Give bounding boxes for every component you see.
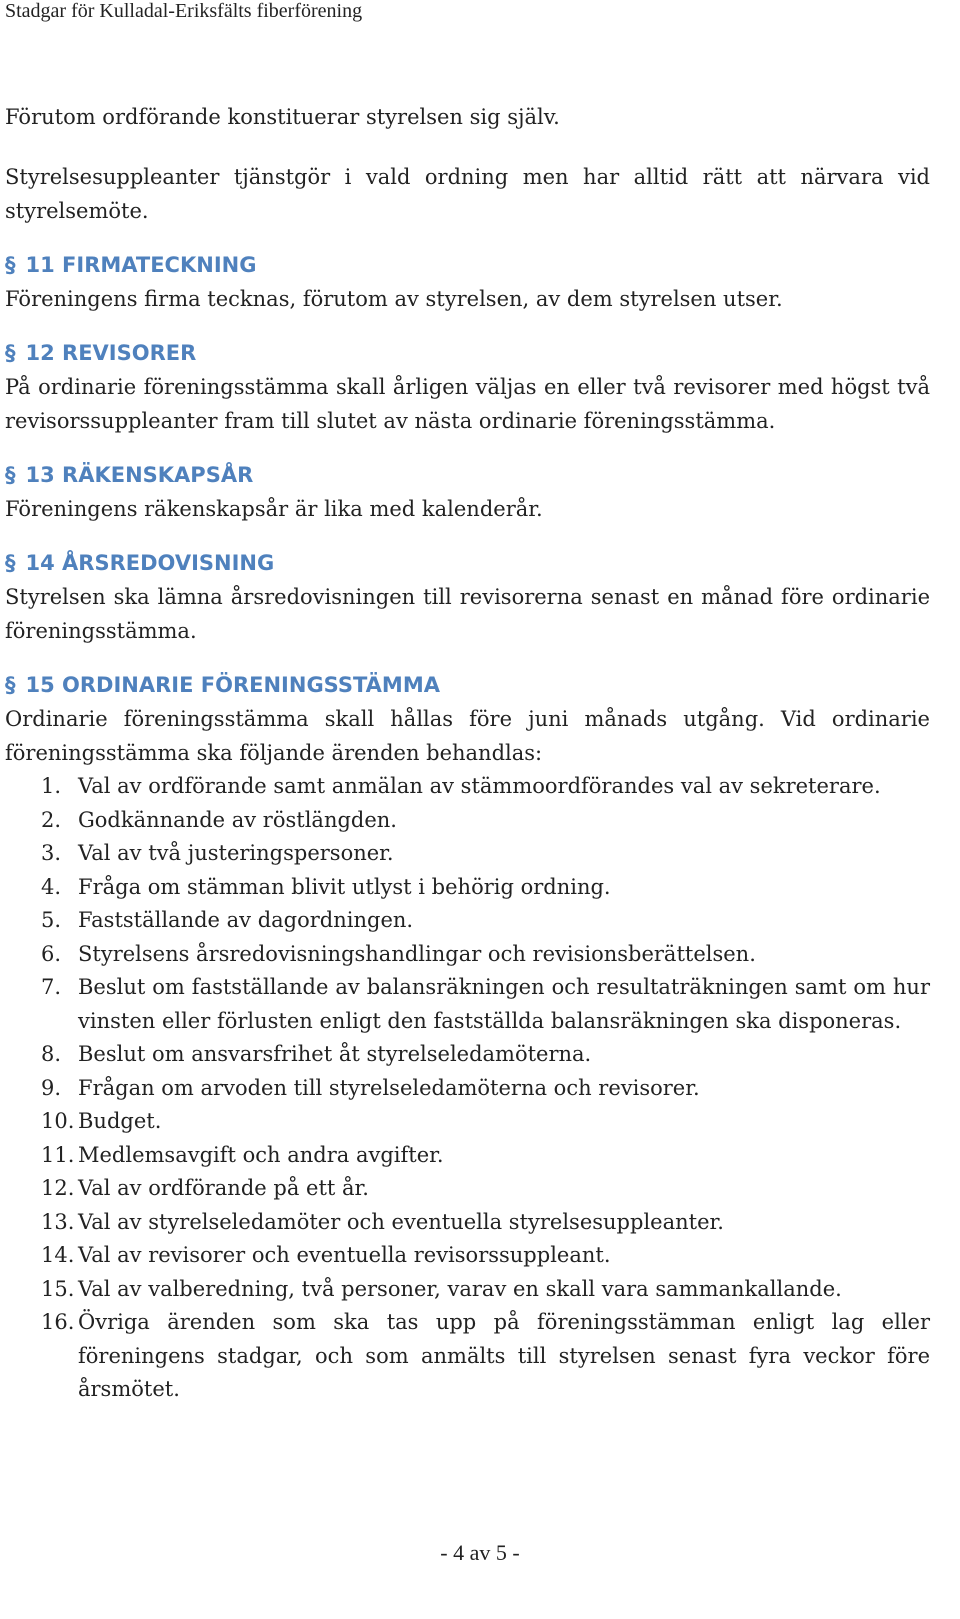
list-item bbox=[5, 1239, 930, 1273]
section-title: 12 REVISORER bbox=[25, 341, 197, 365]
list-number: 6. bbox=[41, 941, 62, 966]
list-item bbox=[5, 804, 930, 838]
list-number: 2. bbox=[41, 807, 62, 832]
list-text: Val av ordförande samt anmälan av stämmoordförandes val av sekreterare. bbox=[78, 774, 881, 798]
list-number: 16. bbox=[41, 1310, 75, 1334]
list-text: Val av valberedning, två personer, varav en skall vara sammankallande. bbox=[78, 1276, 842, 1301]
list-number: 11. bbox=[41, 1142, 75, 1167]
page-number: - 4 av 5 - bbox=[440, 1540, 520, 1565]
list-item bbox=[5, 1172, 930, 1206]
section-text: På ordinarie föreningsstämma skall årligen väljas en eller två revisorer med högst två revisorssuppleanter fram till slutet av nästa ordinarie föreningsstämma. bbox=[5, 375, 930, 433]
section-heading bbox=[5, 546, 930, 580]
list-number: 7. bbox=[41, 975, 62, 999]
list-text: Medlemsavgift och andra avgifter. bbox=[78, 1142, 444, 1167]
list-number: 15. bbox=[41, 1276, 75, 1301]
section-title: 11 FIRMATECKNING bbox=[25, 253, 257, 277]
list-text: Fastställande av dagordningen. bbox=[78, 908, 414, 932]
list-item bbox=[5, 904, 930, 938]
section-11 bbox=[5, 248, 930, 316]
list-item bbox=[5, 938, 930, 972]
list-item bbox=[5, 1105, 930, 1139]
list-item bbox=[5, 1273, 930, 1307]
section-13 bbox=[5, 458, 930, 526]
section-symbol: § bbox=[5, 463, 16, 487]
section-14 bbox=[5, 546, 930, 648]
section-heading bbox=[5, 248, 930, 282]
list-text: Val av två justeringspersoner. bbox=[78, 841, 394, 865]
list-number: 3. bbox=[41, 841, 62, 865]
section-symbol: § bbox=[5, 341, 16, 365]
list-number: 10. bbox=[41, 1109, 75, 1133]
list-text: Budget. bbox=[78, 1109, 162, 1133]
section-heading bbox=[5, 668, 930, 702]
list-text: Övriga ärenden som ska tas upp på föreningsstämman enligt lag eller föreningens stadgar, och som anmälts till styrelsen senast fyra veckor före årsmötet. bbox=[78, 1310, 930, 1401]
section-title: 15 ORDINARIE FÖRENINGSSTÄMMA bbox=[25, 673, 440, 697]
list-item bbox=[5, 1038, 930, 1072]
list-item bbox=[5, 971, 930, 1038]
list-text: Val av styrelseledamöter och eventuella styrelsesuppleanter. bbox=[78, 1209, 724, 1234]
intro-paragraph-1: Förutom ordförande konstituerar styrelsen sig själv. bbox=[5, 105, 560, 129]
list-text: Godkännande av röstlängden. bbox=[78, 807, 397, 832]
list-text: Styrelsens årsredovisningshandlingar och revisionsberättelsen. bbox=[78, 941, 756, 966]
agenda-list bbox=[5, 770, 930, 1407]
list-item bbox=[5, 1139, 930, 1173]
list-text: Val av ordförande på ett år. bbox=[78, 1176, 369, 1200]
list-text: Frågan om arvoden till styrelseledamöterna och revisorer. bbox=[78, 1075, 700, 1100]
section-title: 13 RÄKENSKAPSÅR bbox=[25, 463, 254, 487]
list-item bbox=[5, 1306, 930, 1407]
section-heading bbox=[5, 336, 930, 370]
section-15 bbox=[5, 668, 930, 1407]
section-symbol: § bbox=[5, 673, 16, 697]
list-text: Val av revisorer och eventuella revisorssuppleant. bbox=[78, 1243, 611, 1267]
list-text: Fråga om stämman blivit utlyst i behörig ordning. bbox=[78, 874, 611, 899]
section-text: Föreningens firma tecknas, förutom av styrelsen, av dem styrelsen utser. bbox=[5, 287, 783, 311]
section-symbol: § bbox=[5, 253, 16, 277]
list-number: 8. bbox=[41, 1042, 62, 1066]
section-heading bbox=[5, 458, 930, 492]
document-body bbox=[5, 100, 930, 1407]
list-item bbox=[5, 1206, 930, 1240]
section-text: Styrelsen ska lämna årsredovisningen till revisorerna senast en månad före ordinarie föreningsstämma. bbox=[5, 585, 930, 643]
list-text: Beslut om fastställande av balansräkningen och resultaträkningen samt om hur vinsten eller förlusten enligt den fastställda balansräkningen ska disponeras. bbox=[78, 975, 930, 1033]
section-symbol: § bbox=[5, 551, 16, 575]
section-title: 14 ÅRSREDOVISNING bbox=[25, 551, 275, 575]
list-number: 1. bbox=[41, 774, 62, 798]
list-number: 12. bbox=[41, 1176, 75, 1200]
list-number: 9. bbox=[41, 1075, 62, 1100]
list-number: 4. bbox=[41, 874, 62, 899]
intro-paragraph-2: Styrelsesuppleanter tjänstgör i vald ordning men har alltid rätt att närvara vid styrelsemöte. bbox=[5, 165, 930, 223]
list-number: 14. bbox=[41, 1243, 75, 1267]
list-text: Beslut om ansvarsfrihet åt styrelseledamöterna. bbox=[78, 1042, 592, 1066]
list-item bbox=[5, 770, 930, 804]
list-number: 13. bbox=[41, 1209, 75, 1234]
list-item bbox=[5, 871, 930, 905]
page-header: Stadgar för Kulladal-Eriksfälts fiberförening bbox=[5, 0, 363, 22]
list-item bbox=[5, 1072, 930, 1106]
section-12 bbox=[5, 336, 930, 438]
list-number: 5. bbox=[41, 908, 62, 932]
list-item bbox=[5, 837, 930, 871]
section-text: Ordinarie föreningsstämma skall hållas före juni månads utgång. Vid ordinarie föreningsstämma ska följande ärenden behandlas: bbox=[5, 707, 930, 765]
section-text: Föreningens räkenskapsår är lika med kalenderår. bbox=[5, 497, 543, 521]
